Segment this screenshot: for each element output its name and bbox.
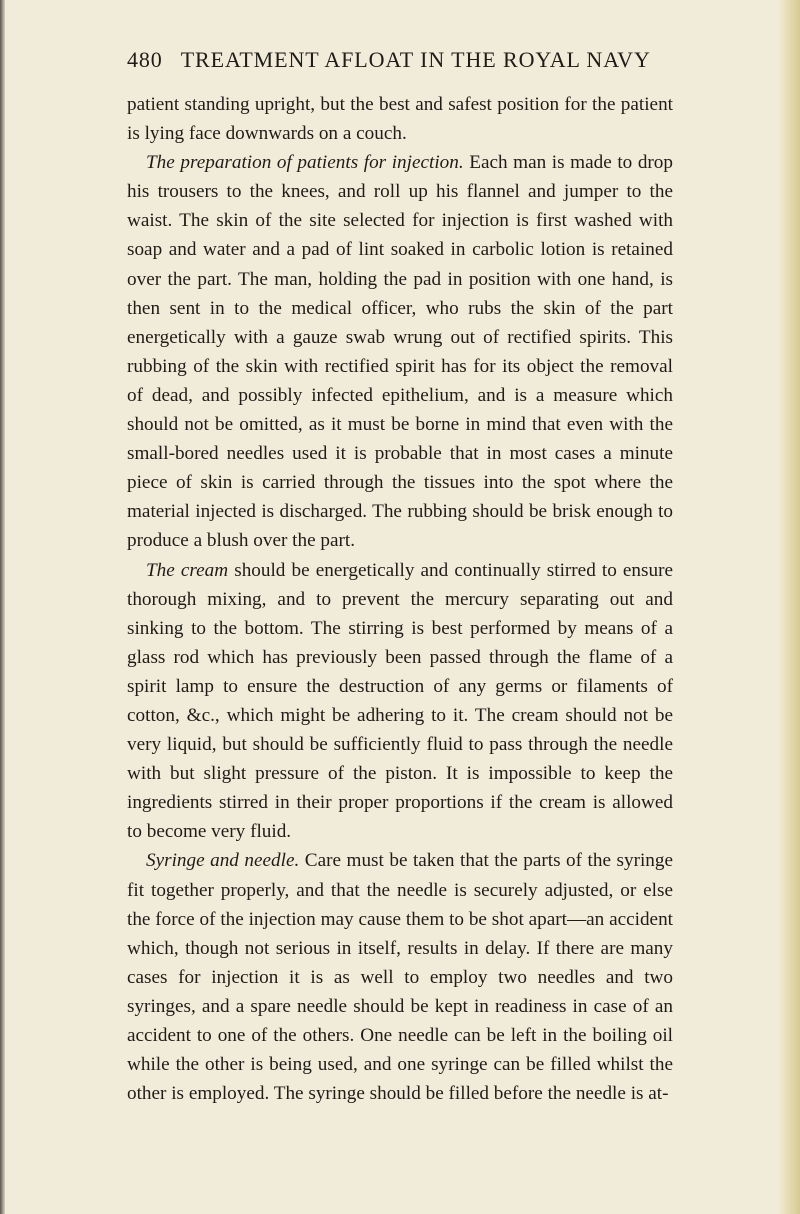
- body-text: [127, 90, 673, 1108]
- page-number: 480: [127, 47, 163, 72]
- paragraph-continuation: [127, 90, 673, 148]
- paragraph-text: should be energetically and continually stirred to ensure thorough mixing, and to prevent the mercury separating out and sinking to the bottom. The stirring is best performed by means of a glass rod which has previously been passed through the flame of a spirit lamp to ensure the destruction of any germs or filaments of cotton, &c., which might be adhering to it. The cream should not be very liquid, but should be sufficiently fluid to pass through the needle with but slight pressure of the piston. It is impossible to keep the ingredients stirred in their proper proportions if the cream is allowed to become very fluid.: [127, 559, 673, 843]
- page-right-edge: [778, 0, 800, 1214]
- paragraph-preparation: [127, 148, 673, 555]
- paragraph-text: patient standing upright, but the best and safest position for the patient is lying face downwards on a couch.: [127, 94, 673, 145]
- paragraph-lead: Syringe and needle.: [146, 850, 300, 872]
- running-header: [127, 47, 651, 73]
- paragraph-text: Each man is made to drop his trousers to the knees, and roll up his flannel and jumper to the waist. The skin of the site selected for injection is first washed with soap and water and a pad of lint soaked in carbolic lotion is retained over the part. The man, holding the pad in position with one hand, is then sent in to the medical officer, who rubs the skin of the part energetically with a gauze swab wrung out of rectified spirits. This rubbing of the skin with rectified spirit has for its object the removal of dead, and possibly infected epithelium, and is a measure which should not be omitted, as it must be borne in mind that even with the small-bored needles used it is probable that in most cases a minute piece of skin is carried through the tissues into the spot where the material injected is discharged. The rubbing should be brisk enough to produce a blush over the part.: [127, 152, 673, 552]
- paragraph-lead: The cream: [146, 559, 229, 581]
- paragraph-lead: The preparation of patients for injection.: [146, 152, 464, 174]
- running-title: TREATMENT AFLOAT IN THE ROYAL NAVY: [180, 47, 651, 72]
- paragraph-text: Care must be taken that the parts of the syringe fit together properly, and that the needle is securely adjusted, or else the force of the injection may cause them to be shot apart—an accident which, though not serious in itself, results in delay. If there are many cases for injection it is as well to employ two needles and two syringes, and a spare needle should be kept in readiness in case of an accident to one of the others. One needle can be left in the boiling oil while the other is being used, and one syringe can be filled whilst the other is employed. The syringe should be filled before the needle is at-: [127, 850, 673, 1105]
- paragraph-cream: [127, 556, 673, 847]
- paragraph-syringe: [127, 846, 673, 1108]
- page-left-edge: [0, 0, 5, 1214]
